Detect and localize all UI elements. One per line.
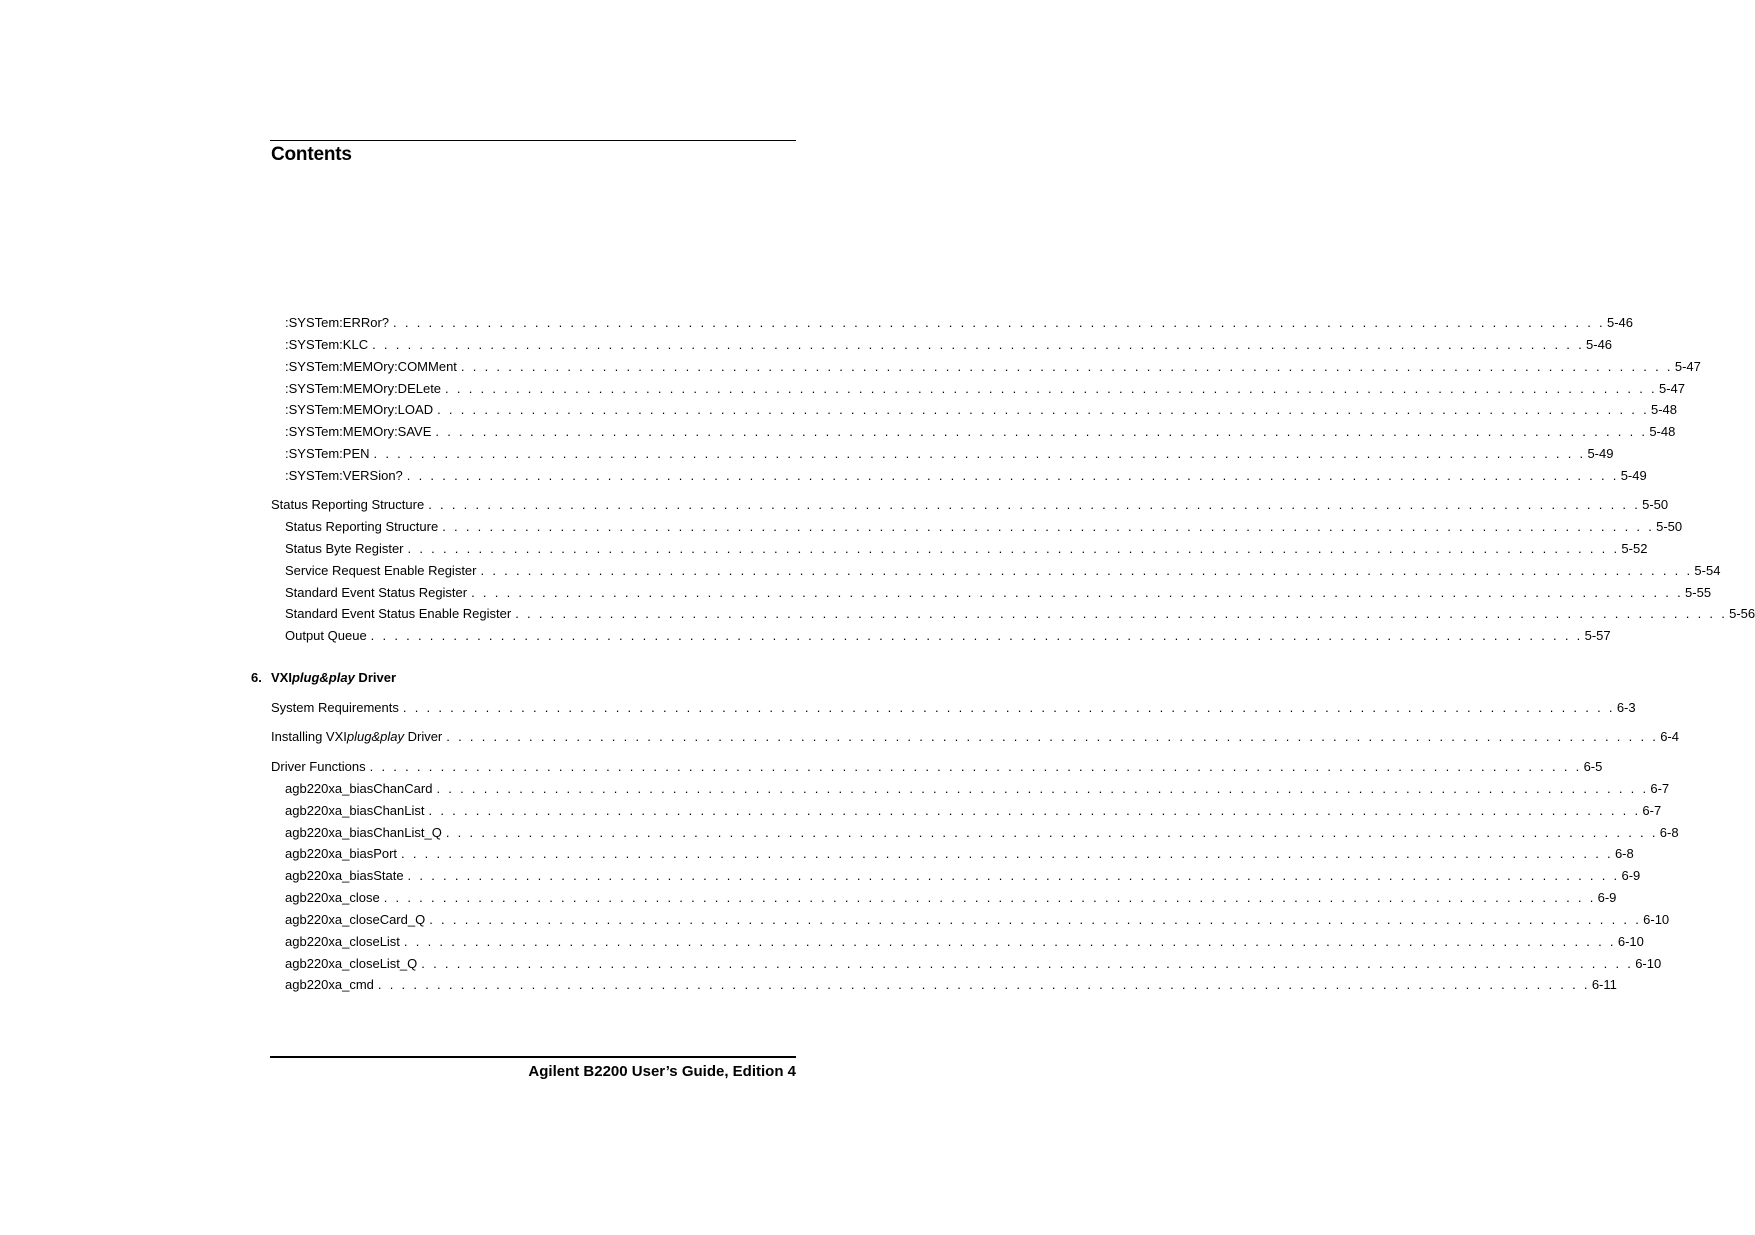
toc-entry-title: :SYSTem:MEMOry:COMMent	[285, 359, 457, 374]
dot-leader: . . . . . . . . . . . . . . . . . . . . . . . . . . . . . . . . . . . . . . . . . . . . . . . . . . . . . . . . . . . . . . . . . . . . . . . . . . . . . . . . . . . . . . . . . . . . . . . . . . . . . . .	[403, 934, 1616, 949]
chapter-heading[interactable]	[251, 670, 396, 685]
toc-entry[interactable]	[285, 337, 1613, 353]
dot-leader: . . . . . . . . . . . . . . . . . . . . . . . . . . . . . . . . . . . . . . . . . . . . . . . . . . . . . . . . . . . . . . . . . . . . . . . . . . . . . . . . . . . . . . . . . . . . . . . . . . . . . . .	[436, 781, 1649, 796]
toc-entry-page: 5-48	[1649, 424, 1676, 439]
dot-leader: . . . . . . . . . . . . . . . . . . . . . . . . . . . . . . . . . . . . . . . . . . . . . . . . . . . . . . . . . . . . . . . . . . . . . . . . . . . . . . . . . . . . . . . . . . . . . . . . . . . . . . .	[407, 868, 1620, 883]
toc-entry-title: agb220xa_close	[285, 890, 380, 905]
dot-leader: . . . . . . . . . . . . . . . . . . . . . . . . . . . . . . . . . . . . . . . . . . . . . . . . . . . . . . . . . . . . . . . . . . . . . . . . . . . . . . . . . . . . . . . . . . . . . . . . . . . . . . .	[369, 759, 1582, 774]
toc-section-title-suffix: Driver	[403, 729, 443, 744]
chapter-title-suffix: Driver	[354, 670, 397, 685]
toc-entry[interactable]	[285, 402, 1678, 418]
page-footer: Agilent B2200 User’s Guide, Edition 4	[528, 1063, 796, 1080]
toc-entry-page: 6-7	[1650, 781, 1670, 796]
dot-leader: . . . . . . . . . . . . . . . . . . . . . . . . . . . . . . . . . . . . . . . . . . . . . . . . . . . . . . . . . . . . . . . . . . . . . . . . . . . . . . . . . . . . . . . . . . . . . . . . . . . . . . .	[428, 803, 1641, 818]
toc-entry[interactable]	[285, 315, 1633, 331]
dot-leader: . . . . . . . . . . . . . . . . . . . . . . . . . . . . . . . . . . . . . . . . . . . . . . . . . . . . . . . . . . . . . . . . . . . . . . . . . . . . . . . . . . . . . . . . . . . . . . . . . . . . . . .	[373, 446, 1586, 461]
dot-leader: . . . . . . . . . . . . . . . . . . . . . . . . . . . . . . . . . . . . . . . . . . . . . . . . . . . . . . . . . . . . . . . . . . . . . . . . . . . . . . . . . . . . . . . . . . . . . . . . . . . . . . .	[446, 729, 1659, 744]
toc-entry[interactable]	[285, 585, 1712, 601]
toc-entry-page: 5-48	[1651, 402, 1678, 417]
toc-section-title: System Requirements	[271, 700, 399, 715]
toc-section-title	[271, 729, 446, 745]
toc-section-page: 6-4	[1660, 729, 1679, 744]
dot-leader: . . . . . . . . . . . . . . . . . . . . . . . . . . . . . . . . . . . . . . . . . . . . . . . . . . . . . . . . . . . . . . . . . . . . . . . . . . . . . . . . . . . . . . . . . . . . . . . . . . . . . . .	[370, 628, 1583, 643]
toc-section[interactable]	[271, 729, 1679, 745]
toc-entry-page: 6-10	[1635, 956, 1662, 971]
toc-section-title: Status Reporting Structure	[271, 497, 425, 512]
toc-entry-page: 6-9	[1597, 890, 1617, 905]
dot-leader: . . . . . . . . . . . . . . . . . . . . . . . . . . . . . . . . . . . . . . . . . . . . . . . . . . . . . . . . . . . . . . . . . . . . . . . . . . . . . . . . . . . . . . . . . . . . . . . . . . . . . . .	[480, 563, 1693, 578]
toc-entry-page: 6-9	[1621, 868, 1641, 883]
toc-section-page: 5-50	[1642, 497, 1669, 512]
toc-entry-title: agb220xa_biasChanCard	[285, 781, 433, 796]
dot-leader: . . . . . . . . . . . . . . . . . . . . . . . . . . . . . . . . . . . . . . . . . . . . . . . . . . . . . . . . . . . . . . . . . . . . . . . . . . . . . . . . . . . . . . . . . . . . . . . . . . . . . . .	[383, 890, 1596, 905]
dot-leader: . . . . . . . . . . . . . . . . . . . . . . . . . . . . . . . . . . . . . . . . . . . . . . . . . . . . . . . . . . . . . . . . . . . . . . . . . . . . . . . . . . . . . . . . . . . . . . . . . . . . . . .	[372, 337, 1585, 352]
dot-leader: . . . . . . . . . . . . . . . . . . . . . . . . . . . . . . . . . . . . . . . . . . . . . . . . . . . . . . . . . . . . . . . . . . . . . . . . . . . . . . . . . . . . . . . . . . . . . . . . . . . . . . .	[428, 497, 1641, 512]
toc-entry[interactable]	[285, 424, 1676, 440]
toc-entry[interactable]	[285, 912, 1670, 928]
toc-entry-page: 6-8	[1659, 825, 1679, 840]
toc-entry[interactable]	[285, 563, 1721, 579]
dot-leader: . . . . . . . . . . . . . . . . . . . . . . . . . . . . . . . . . . . . . . . . . . . . . . . . . . . . . . . . . . . . . . . . . . . . . . . . . . . . . . . . . . . . . . . . . . . . . . . . . . . . . . .	[393, 315, 1605, 330]
toc-section[interactable]	[271, 497, 1669, 513]
toc-entry[interactable]	[285, 381, 1685, 397]
toc-entry-title: Status Reporting Structure	[285, 519, 439, 534]
dot-leader: . . . . . . . . . . . . . . . . . . . . . . . . . . . . . . . . . . . . . . . . . . . . . . . . . . . . . . . . . . . . . . . . . . . . . . . . . . . . . . . . . . . . . . . . . . . . . . . . . . . . . . .	[377, 977, 1590, 992]
toc-entry-title: :SYSTem:MEMOry:DELete	[285, 381, 442, 396]
toc-entry[interactable]	[285, 781, 1670, 797]
bottom-rule	[270, 1056, 796, 1058]
dot-leader: . . . . . . . . . . . . . . . . . . . . . . . . . . . . . . . . . . . . . . . . . . . . . . . . . . . . . . . . . . . . . . . . . . . . . . . . . . . . . . . . . . . . . . . . . . . . . . . . . . . . . . .	[435, 424, 1648, 439]
chapter-title-prefix: VXI	[271, 670, 292, 685]
toc-entry-title: :SYSTem:MEMOry:SAVE	[285, 424, 432, 439]
toc-entry-page: 6-11	[1591, 977, 1617, 992]
toc-entry-page: 5-50	[1656, 519, 1683, 534]
toc-entry[interactable]	[285, 803, 1662, 819]
toc-entry-page: 5-46	[1586, 337, 1613, 352]
toc-section[interactable]	[271, 700, 1636, 716]
toc-entry[interactable]	[285, 541, 1648, 557]
toc-entry-page: 5-47	[1674, 359, 1701, 374]
dot-leader: . . . . . . . . . . . . . . . . . . . . . . . . . . . . . . . . . . . . . . . . . . . . . . . . . . . . . . . . . . . . . . . . . . . . . . . . . . . . . . . . . . . . . . . . . . . . . . . . . . . . . . .	[406, 468, 1619, 483]
dot-leader: . . . . . . . . . . . . . . . . . . . . . . . . . . . . . . . . . . . . . . . . . . . . . . . . . . . . . . . . . . . . . . . . . . . . . . . . . . . . . . . . . . . . . . . . . . . . . . . . . . . . . . .	[402, 700, 1615, 715]
chapter-title-italic: plug&play	[291, 670, 355, 685]
toc-entry-page: 6-7	[1642, 803, 1662, 818]
toc-entry-title: agb220xa_closeList_Q	[285, 956, 418, 971]
chapter-number: 6.	[251, 670, 262, 685]
page-title: Contents	[271, 144, 352, 165]
toc-section-page: 6-3	[1616, 700, 1636, 715]
dot-leader: . . . . . . . . . . . . . . . . . . . . . . . . . . . . . . . . . . . . . . . . . . . . . . . . . . . . . . . . . . . . . . . . . . . . . . . . . . . . . . . . . . . . . . . . . . . . . . . . . . . . . . .	[407, 541, 1620, 556]
toc-entry-title: agb220xa_biasState	[285, 868, 404, 883]
toc-entry-page: 6-8	[1614, 846, 1634, 861]
toc-entry[interactable]	[285, 359, 1701, 375]
toc-entry[interactable]	[285, 606, 1755, 622]
toc-entry-page: 5-49	[1620, 468, 1647, 483]
toc-entry[interactable]	[285, 846, 1634, 862]
toc-entry[interactable]	[285, 977, 1617, 993]
toc-entry[interactable]	[285, 446, 1614, 462]
dot-leader: . . . . . . . . . . . . . . . . . . . . . . . . . . . . . . . . . . . . . . . . . . . . . . . . . . . . . . . . . . . . . . . . . . . . . . . . . . . . . . . . . . . . . . . . . . . . . . . . . . . . . . .	[442, 519, 1655, 534]
dot-leader: . . . . . . . . . . . . . . . . . . . . . . . . . . . . . . . . . . . . . . . . . . . . . . . . . . . . . . . . . . . . . . . . . . . . . . . . . . . . . . . . . . . . . . . . . . . . . . . . . . . . . . .	[445, 381, 1657, 396]
toc-entry-page: 5-55	[1685, 585, 1712, 600]
toc-entry-title: agb220xa_biasPort	[285, 846, 398, 861]
toc-entry-title: :SYSTem:KLC	[285, 337, 369, 352]
toc-entry-title: Standard Event Status Register	[285, 585, 468, 600]
toc-entry-page: 5-52	[1621, 541, 1648, 556]
toc-entry-page: 5-56	[1729, 606, 1755, 621]
toc-entry[interactable]	[285, 468, 1647, 484]
toc-entry-page: 5-47	[1658, 381, 1685, 396]
toc-entry[interactable]	[285, 825, 1679, 841]
toc-section-page: 6-5	[1583, 759, 1603, 774]
toc-entry[interactable]	[285, 868, 1641, 884]
toc-entry-title: agb220xa_biasChanList	[285, 803, 425, 818]
toc-section-title-prefix: Installing VXI	[271, 729, 347, 744]
toc-entry-title: :SYSTem:VERSion?	[285, 468, 403, 483]
toc-entry-title: Standard Event Status Enable Register	[285, 606, 512, 621]
toc-entry-page: 5-49	[1587, 446, 1614, 461]
dot-leader: . . . . . . . . . . . . . . . . . . . . . . . . . . . . . . . . . . . . . . . . . . . . . . . . . . . . . . . . . . . . . . . . . . . . . . . . . . . . . . . . . . . . . . . . . . . . . . . . . . . . . . .	[437, 402, 1649, 417]
dot-leader: . . . . . . . . . . . . . . . . . . . . . . . . . . . . . . . . . . . . . . . . . . . . . . . . . . . . . . . . . . . . . . . . . . . . . . . . . . . . . . . . . . . . . . . . . . . . . . . . . . . . . . .	[429, 912, 1642, 927]
toc-section-title-italic: plug&play	[346, 729, 404, 744]
dot-leader: . . . . . . . . . . . . . . . . . . . . . . . . . . . . . . . . . . . . . . . . . . . . . . . . . . . . . . . . . . . . . . . . . . . . . . . . . . . . . . . . . . . . . . . . . . . . . . . . . . . . . . .	[460, 359, 1673, 374]
dot-leader: . . . . . . . . . . . . . . . . . . . . . . . . . . . . . . . . . . . . . . . . . . . . . . . . . . . . . . . . . . . . . . . . . . . . . . . . . . . . . . . . . . . . . . . . . . . . . . . . . . . . . . .	[515, 606, 1728, 621]
toc-entry-page: 6-10	[1617, 934, 1644, 949]
dot-leader: . . . . . . . . . . . . . . . . . . . . . . . . . . . . . . . . . . . . . . . . . . . . . . . . . . . . . . . . . . . . . . . . . . . . . . . . . . . . . . . . . . . . . . . . . . . . . . . . . . . . . . .	[445, 825, 1658, 840]
toc-entry-title: Status Byte Register	[285, 541, 404, 556]
toc-entry-title: agb220xa_cmd	[285, 977, 374, 992]
toc-entry-page: 6-10	[1643, 912, 1670, 927]
toc-entry[interactable]	[285, 519, 1683, 535]
toc-section-title: Driver Functions	[271, 759, 366, 774]
dot-leader: . . . . . . . . . . . . . . . . . . . . . . . . . . . . . . . . . . . . . . . . . . . . . . . . . . . . . . . . . . . . . . . . . . . . . . . . . . . . . . . . . . . . . . . . . . . . . . . . . . . . . . .	[471, 585, 1684, 600]
dot-leader: . . . . . . . . . . . . . . . . . . . . . . . . . . . . . . . . . . . . . . . . . . . . . . . . . . . . . . . . . . . . . . . . . . . . . . . . . . . . . . . . . . . . . . . . . . . . . . . . . . . . . . .	[401, 846, 1613, 861]
top-rule	[270, 140, 796, 141]
toc-entry[interactable]	[285, 956, 1662, 972]
toc-entry-title: agb220xa_closeList	[285, 934, 400, 949]
toc-entry[interactable]	[285, 934, 1644, 950]
toc-entry-page: 5-54	[1694, 563, 1721, 578]
toc-entry-page: 5-57	[1584, 628, 1611, 643]
toc-entry-title: Service Request Enable Register	[285, 563, 477, 578]
toc-entry-title: :SYSTem:MEMOry:LOAD	[285, 402, 434, 417]
dot-leader: . . . . . . . . . . . . . . . . . . . . . . . . . . . . . . . . . . . . . . . . . . . . . . . . . . . . . . . . . . . . . . . . . . . . . . . . . . . . . . . . . . . . . . . . . . . . . . . . . . . . . . .	[421, 956, 1634, 971]
toc-entry-title: agb220xa_biasChanList_Q	[285, 825, 442, 840]
toc-entry-title: Output Queue	[285, 628, 367, 643]
toc-entry-title: :SYSTem:ERRor?	[285, 315, 390, 330]
toc-entry-title: :SYSTem:PEN	[285, 446, 370, 461]
toc-entry[interactable]	[285, 890, 1617, 906]
toc-section[interactable]	[271, 759, 1603, 775]
toc-entry[interactable]	[285, 628, 1611, 644]
toc-entry-page: 5-46	[1606, 315, 1633, 330]
toc-entry-title: agb220xa_closeCard_Q	[285, 912, 426, 927]
